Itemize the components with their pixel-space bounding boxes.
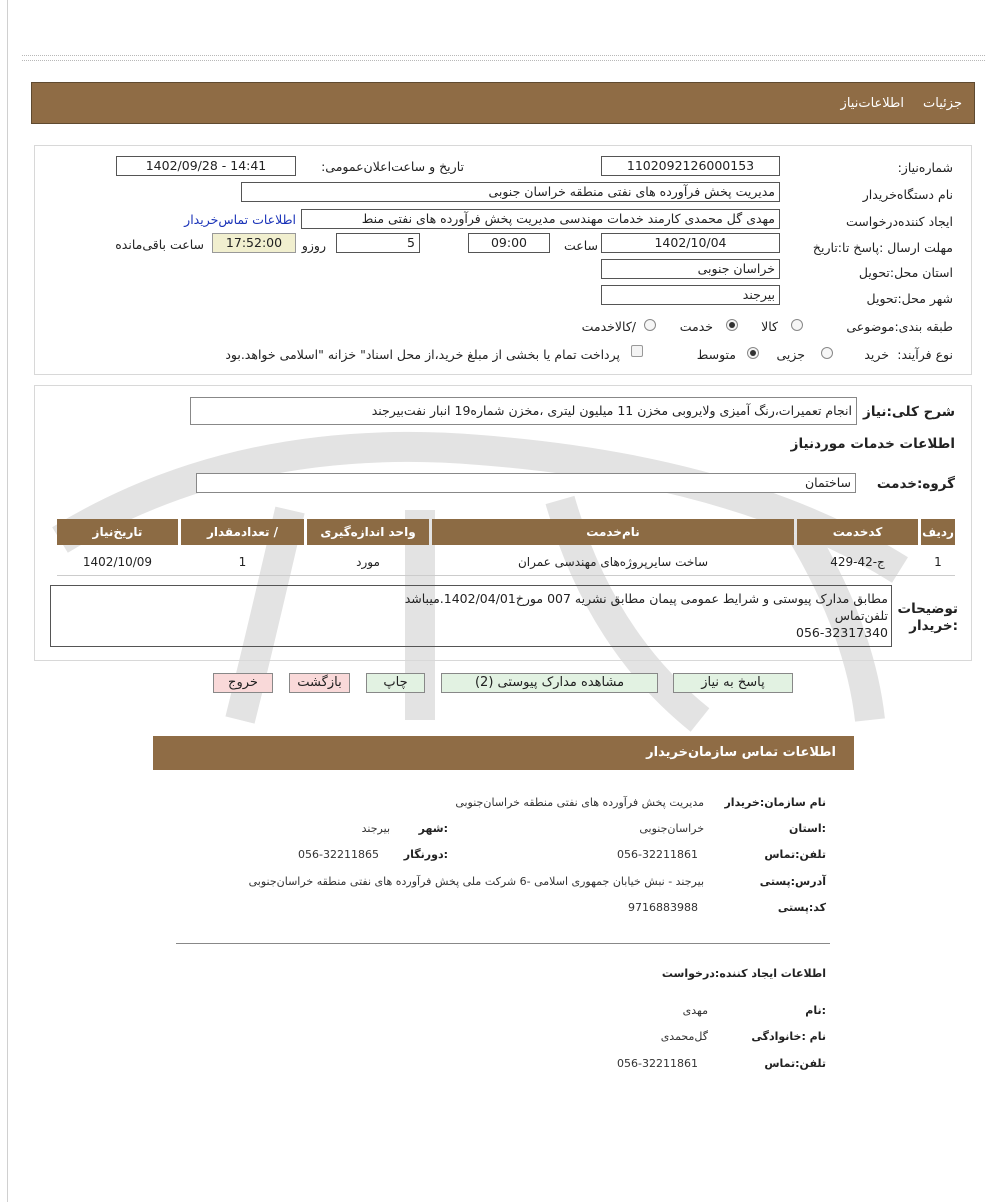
table-cell-service-name: ساخت سایرپروژه‌های مهندسی عمران xyxy=(517,555,709,569)
creator-family-label: نام :خانوادگی xyxy=(751,1030,826,1043)
buyer-notes-line3: 056-32317340 xyxy=(796,625,888,640)
group-field: ساختمان xyxy=(196,473,856,493)
contact-phone-label: تلفن:تماس xyxy=(764,848,826,861)
print-button[interactable]: چاپ xyxy=(366,673,425,693)
services-title: اطلاعات خدمات موردنیاز xyxy=(790,436,955,452)
table-header-row-number: ردیف xyxy=(921,519,955,545)
table-bottom-rule xyxy=(57,575,955,576)
contact-city-value: بیرجند xyxy=(361,822,390,835)
table-cell-service-code: ج-42-429 xyxy=(830,555,885,569)
need-number-field: 1102092126000153 xyxy=(601,156,780,176)
buyer-contact-header xyxy=(153,736,854,770)
contact-fax-label: :دورنگار xyxy=(403,848,448,861)
buyer-contact-title: اطلاعات تماس سازمان‌خریدار xyxy=(646,745,836,760)
announce-label: تاریخ و ساعت‌اعلان‌عمومی: xyxy=(321,159,464,174)
buyer-notes-box xyxy=(50,585,892,647)
announce-field: 1402/09/28 - 14:41 xyxy=(116,156,296,176)
deadline-label: مهلت ارسال :پاسخ تا:تاریخ xyxy=(812,240,953,255)
deadline-date-field: 1402/10/04 xyxy=(601,233,780,253)
category-goods-radio[interactable] xyxy=(791,319,803,331)
remaining-time-field: 17:52:00 xyxy=(212,233,296,253)
buyer-notes-label-line2: :خریدار xyxy=(909,618,958,634)
days-field: 5 xyxy=(336,233,420,253)
category-service-radio[interactable] xyxy=(726,319,738,331)
buyer-notes-line1: مطابق مدارک پیوستی و شرایط عمومی پیمان مطابق نشریه 007 مورخ1402/04/01.میباشد xyxy=(404,591,888,606)
group-label: گروه:خدمت xyxy=(876,476,955,492)
table-header-unit: واحد اندازه‌گیری xyxy=(307,519,429,545)
creator-phone-label: تلفن:تماس xyxy=(764,1057,826,1070)
need-info-panel xyxy=(34,145,972,375)
table-header-need-date: تاریخ‌نیاز xyxy=(57,519,178,545)
buyer-notes-line2: تلفن‌تماس xyxy=(834,608,888,623)
process-label: نوع فرآیند: xyxy=(897,347,953,362)
deadline-hour-label: ساعت xyxy=(563,238,598,253)
category-goods-service-label: /کالاخدمت xyxy=(581,319,636,334)
tab-need-info[interactable]: اطلاعات‌نیاز xyxy=(840,96,904,111)
buyer-org-field: مدیریت پخش فرآورده های نفتی منطقه خراسان جنوبی xyxy=(241,182,780,202)
remaining-label: ساعت باقی‌مانده xyxy=(115,237,204,252)
contact-postal-value: 9716883988 xyxy=(628,901,698,914)
category-label: طبقه بندی:موضوعی xyxy=(846,319,953,334)
process-minor-radio[interactable] xyxy=(821,347,833,359)
table-cell-unit: مورد xyxy=(356,555,380,569)
buyer-org-label: نام دستگاه‌خریدار xyxy=(862,187,953,202)
province-label: استان محل:تحویل xyxy=(858,265,953,280)
city-label: شهر محل:تحویل xyxy=(866,291,953,306)
treasury-payment-checkbox[interactable] xyxy=(631,345,643,357)
category-service-label: خدمت xyxy=(679,319,713,334)
description-field: انجام تعمیرات،رنگ آمیزی ولایروبی مخزن 11 میلیون لیتری ،مخزن شماره19 انبار نفت‌بیرجند xyxy=(190,397,857,425)
contact-fax-value: 056-32211865 xyxy=(298,848,379,861)
table-cell-row-number: 1 xyxy=(934,555,942,569)
table-cell-quantity: 1 xyxy=(238,555,247,569)
tab-details[interactable]: جزئیات xyxy=(923,96,962,111)
contact-address-value: بیرجند - نبش خیابان جمهوری اسلامی -6 شرکت ملی پخش فرآورده های نفتی منطقه خراسان‌جنوبی xyxy=(248,875,704,888)
creator-phone-value: 056-32211861 xyxy=(617,1057,698,1070)
creator-label: ایجاد کننده‌درخواست xyxy=(846,214,953,229)
contact-org-value: مدیریت پخش فرآورده های نفتی منطقه خراسان‌جنوبی xyxy=(455,796,704,809)
category-goods-label: کالا xyxy=(761,319,778,334)
creator-info-title: اطلاعات ایجاد کننده:درخواست xyxy=(661,967,826,980)
creator-name-label: :نام xyxy=(805,1004,826,1017)
deadline-time-field: 09:00 xyxy=(468,233,550,253)
contact-postal-label: کد:پستی xyxy=(777,901,826,914)
contact-org-label: نام سازمان:خریدار xyxy=(724,796,826,809)
creator-field: مهدی گل محمدی کارمند خدمات مهندسی مدیریت پخش فرآورده های نفتی منط xyxy=(301,209,780,229)
creator-name-value: مهدی xyxy=(682,1004,708,1017)
contact-city-label: :شهر xyxy=(418,822,448,835)
contact-province-label: :استان xyxy=(789,822,826,835)
treasury-payment-note: پرداخت تمام یا بخشی از مبلغ خرید،از محل اسناد" خزانه "اسلامی خواهد.بود xyxy=(225,347,620,362)
buyer-contact-link[interactable]: اطلاعات تماس‌خریدار xyxy=(184,212,296,227)
reply-button[interactable]: پاسخ به نیاز xyxy=(673,673,793,693)
table-header-service-code: کدخدمت xyxy=(797,519,918,545)
category-goods-service-radio[interactable] xyxy=(644,319,656,331)
process-medium-label: متوسط xyxy=(696,347,736,362)
page-left-border xyxy=(7,0,8,1202)
process-minor-label: جزیی xyxy=(776,347,805,362)
back-button[interactable]: بازگشت xyxy=(289,673,350,693)
province-field: خراسان جنوبی xyxy=(601,259,780,279)
creator-family-value: گل‌محمدی xyxy=(660,1030,708,1043)
contact-divider xyxy=(176,943,830,944)
buyer-notes-label-line1: توضیحات xyxy=(897,601,958,617)
view-attachments-button[interactable]: مشاهده مدارک پیوستی (2) xyxy=(441,673,658,693)
table-cell-need-date: 1402/10/09 xyxy=(82,555,153,569)
contact-address-label: آدرس:پستی xyxy=(759,875,826,888)
table-header-service-name: نام‌خدمت xyxy=(432,519,794,545)
exit-button[interactable]: خروج xyxy=(213,673,273,693)
table-header-quantity: / تعدادمقدار xyxy=(181,519,304,545)
process-medium-radio[interactable] xyxy=(747,347,759,359)
process-buy-label: خرید xyxy=(864,347,889,362)
need-number-label: شماره‌نیاز: xyxy=(897,160,953,175)
days-label: روزو xyxy=(301,238,326,253)
description-label: شرح کلی:نیاز xyxy=(863,404,955,420)
page-header xyxy=(31,82,975,124)
top-divider xyxy=(22,55,985,61)
contact-phone-value: 056-32211861 xyxy=(617,848,698,861)
city-field: بیرجند xyxy=(601,285,780,305)
contact-province-value: خراسان‌جنوبی xyxy=(639,822,704,835)
